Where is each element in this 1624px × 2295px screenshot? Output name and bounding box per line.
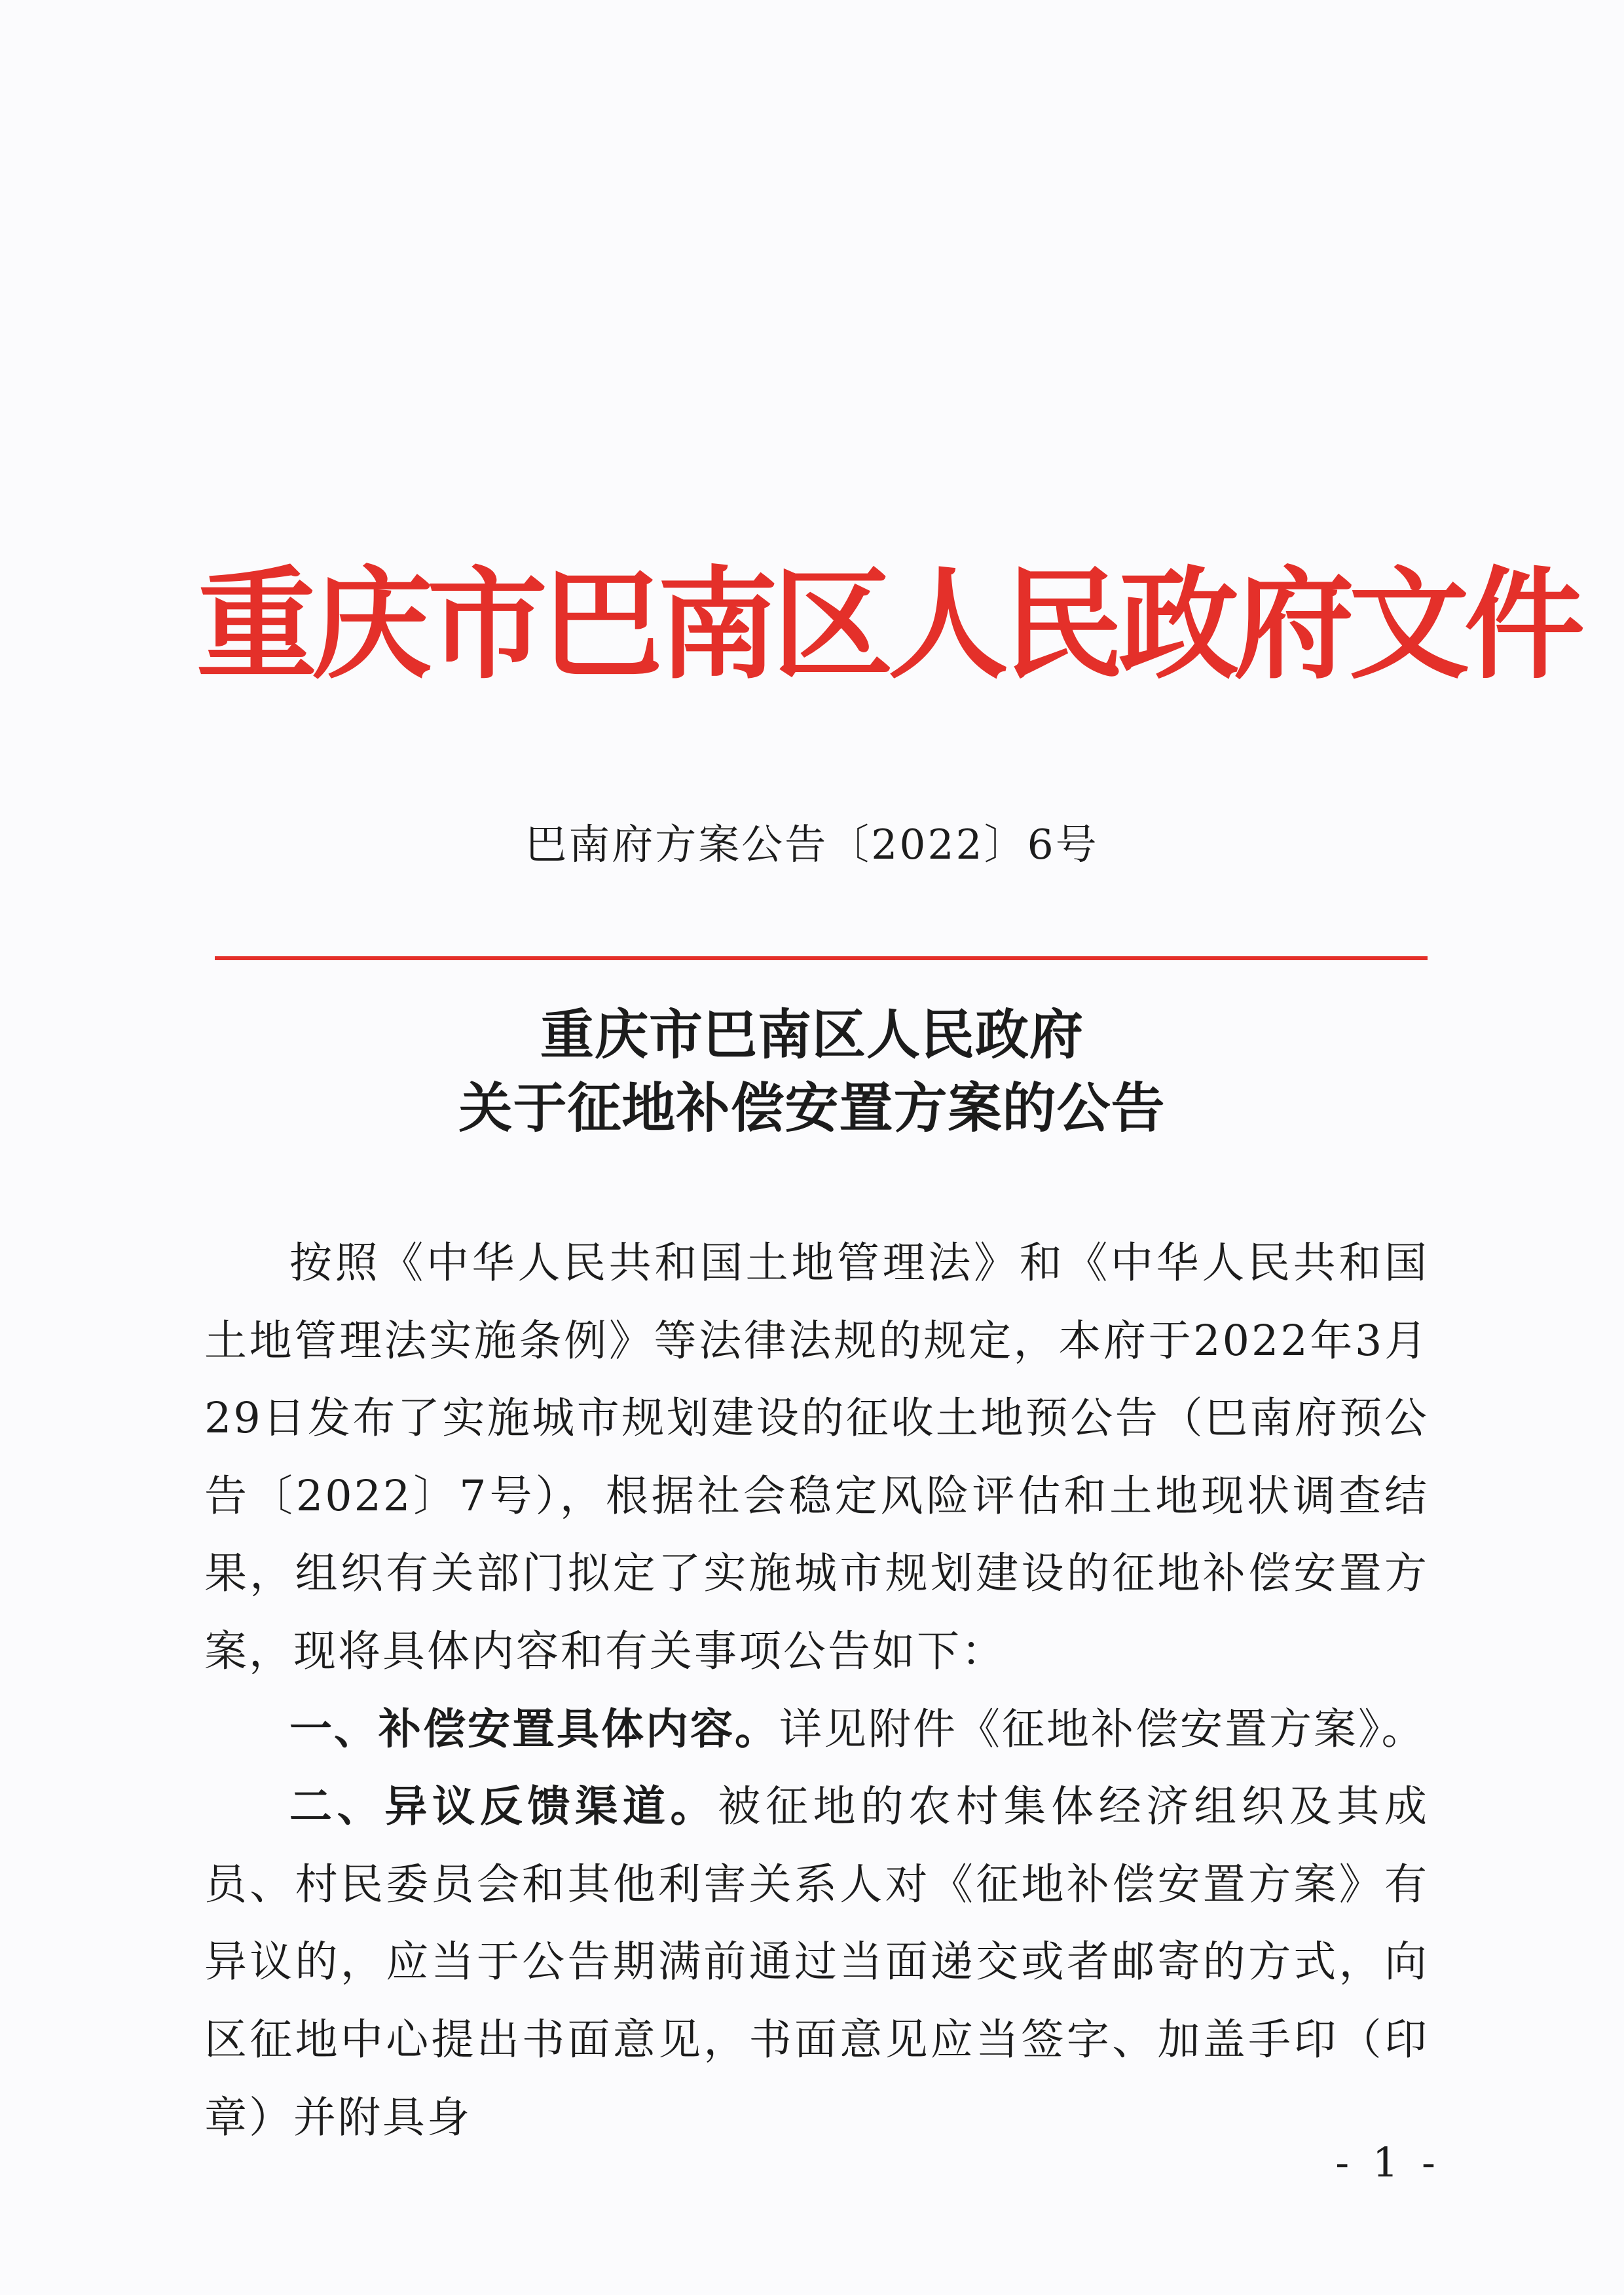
item-1-text: 详见附件《征地补偿安置方案》。	[779, 1704, 1426, 1754]
item-2-text: 被征地的农村集体经济组织及其成员、村民委员会和其他利害关系人对《征地补偿安置方案》有异议的，应当于公告期满前通过当面递交或者邮寄的方式，向区征地中心提出书面意见，书面意见应当签字、加盖手印（印章）并附具身	[204, 1782, 1429, 2142]
document-header-title: 重庆市巴南区人民政府文件	[196, 555, 1580, 696]
notice-title	[196, 999, 1428, 1146]
notice-title-line-2: 关于征地补偿安置方案的公告	[458, 1077, 1166, 1140]
item-1-heading: 一、补偿安置具体内容。	[289, 1704, 780, 1754]
notice-title-line-1: 重庆市巴南区人民政府	[540, 1004, 1084, 1066]
document-number: 巴南府方案公告〔2022〕6号	[525, 821, 1099, 868]
page-number: - 1 -	[1335, 2138, 1441, 2186]
item-2-paragraph	[204, 1768, 1429, 2157]
item-2-heading: 二、异议反馈渠道。	[289, 1782, 718, 1832]
intro-paragraph: 按照《中华人民共和国土地管理法》和《中华人民共和国土地管理法实施条例》等法律法规的规定，本府于2022年3月29日发布了实施城市规划建设的征收土地预公告（巴南府预公告〔2022〕7号），根据社会稳定风险评估和土地现状调查结果，组织有关部门拟定了实施城市规划建设的征地补偿安置方案，现将具体内容和有关事项公告如下：	[204, 1239, 1429, 1676]
notice-body	[204, 1225, 1429, 2157]
item-1-paragraph	[204, 1691, 1429, 1769]
red-divider-line	[215, 956, 1428, 960]
